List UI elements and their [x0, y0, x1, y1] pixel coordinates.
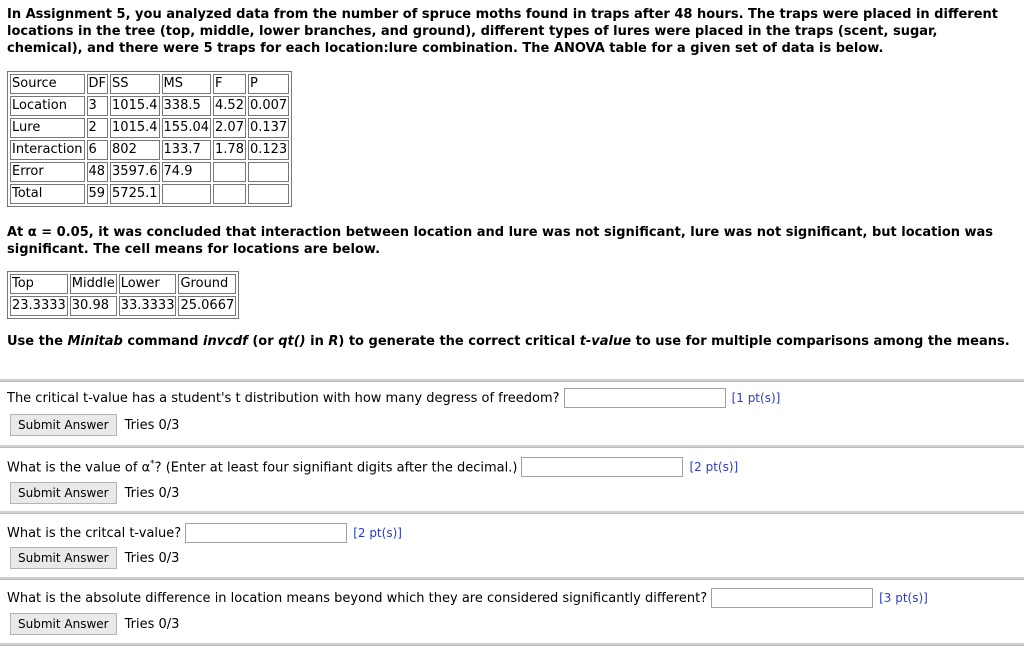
table-header-cell: MS [162, 74, 212, 94]
table-row [10, 96, 289, 116]
table-row [10, 140, 289, 160]
tries-counter: Tries 0/3 [124, 550, 180, 566]
table-cell: Lure [10, 118, 85, 138]
table-cell: Location [10, 96, 85, 116]
table-cell: 59 [87, 184, 109, 204]
question-divider [0, 643, 1024, 646]
table-header-row [10, 74, 289, 94]
table-cell: 4.52 [213, 96, 246, 116]
table-header-cell: F [213, 74, 246, 94]
table-cell: 1015.4 [110, 96, 160, 116]
table-cell: 802 [110, 140, 160, 160]
table-cell [213, 162, 246, 182]
table-cell: 0.007 [248, 96, 289, 116]
table-cell: 23.3333 [10, 296, 68, 316]
tvalue-term: t-value [579, 334, 632, 349]
answer-input[interactable] [711, 588, 873, 608]
table-cell: 6 [87, 140, 109, 160]
tries-counter: Tries 0/3 [124, 616, 180, 632]
table-cell: 2.07 [213, 118, 246, 138]
table-cell: 1.78 [213, 140, 246, 160]
table-cell: 0.123 [248, 140, 289, 160]
instruction-text: Use the Minitab command invcdf (or qt() in R) to generate the correct critical t-value to use for multiple comparisons among the means. [7, 334, 1010, 349]
table-header-cell: SS [110, 74, 160, 94]
table-header-cell: Source [10, 74, 85, 94]
submit-answer-button[interactable]: Submit Answer [10, 482, 117, 504]
table-cell: 3 [87, 96, 109, 116]
question-prompt: What is the value of α*? (Enter at least four signifiant digits after the decimal.) [7, 458, 518, 476]
qt-term: qt() [278, 334, 306, 349]
table-row [10, 118, 289, 138]
table-cell: 25.0667 [178, 296, 236, 316]
table-cell: 74.9 [162, 162, 212, 182]
question-divider [0, 511, 1024, 514]
table-cell: 33.3333 [119, 296, 177, 316]
table-cell [213, 184, 246, 204]
submit-answer-button[interactable]: Submit Answer [10, 414, 117, 436]
table-header-cell: P [248, 74, 289, 94]
table-row [10, 162, 289, 182]
answer-input[interactable] [185, 523, 347, 543]
table-header-row [10, 274, 236, 294]
table-cell: 338.5 [162, 96, 212, 116]
invcdf-term: invcdf [202, 334, 248, 349]
table-cell [248, 162, 289, 182]
table-cell: 2 [87, 118, 109, 138]
question-prompt: What is the absolute difference in location means beyond which they are considered significantly different? [7, 590, 708, 606]
table-cell: Interaction [10, 140, 85, 160]
points-label: [2 pt(s)] [689, 460, 739, 474]
table-header-cell: Lower [119, 274, 177, 294]
anova-table [7, 71, 292, 207]
table-cell [162, 184, 212, 204]
table-header-cell: Top [10, 274, 68, 294]
table-cell: 3597.6 [110, 162, 160, 182]
submit-answer-button[interactable]: Submit Answer [10, 547, 117, 569]
tries-counter: Tries 0/3 [124, 417, 180, 433]
tries-counter: Tries 0/3 [124, 485, 180, 501]
minitab-term: Minitab [67, 334, 123, 349]
table-cell [248, 184, 289, 204]
question-divider [0, 379, 1024, 382]
table-header-cell: Middle [70, 274, 117, 294]
question-prompt: The critical t-value has a student's t distribution with how many degress of freedom? [7, 390, 560, 406]
table-header-cell: Ground [178, 274, 236, 294]
submit-answer-button[interactable]: Submit Answer [10, 613, 117, 635]
points-label: [1 pt(s)] [731, 391, 781, 405]
location-means-table [7, 271, 239, 319]
table-header-cell: DF [87, 74, 109, 94]
r-term: R [328, 334, 339, 349]
table-row [10, 296, 236, 316]
problem-intro: In Assignment 5, you analyzed data from the number of spruce moths found in traps after 48 hours. The traps were placed in different locations in the tree (top, middle, lower branches, and ground), different types of lures were placed in the traps (scent, sugar, chemical), and there were 5 traps for each location:lure combination. The ANOVA table for a given set of data is below. [7, 7, 998, 56]
question-divider [0, 445, 1024, 448]
table-cell: Total [10, 184, 85, 204]
question-divider [0, 577, 1024, 580]
table-cell: 30.98 [70, 296, 117, 316]
answer-input[interactable] [521, 457, 683, 477]
table-row [10, 184, 289, 204]
table-cell: Error [10, 162, 85, 182]
answer-input[interactable] [564, 388, 726, 408]
table-cell: 0.137 [248, 118, 289, 138]
table-cell: 133.7 [162, 140, 212, 160]
question-prompt: What is the critcal t-value? [7, 525, 182, 541]
table-cell: 1015.4 [110, 118, 160, 138]
points-label: [2 pt(s)] [353, 526, 402, 540]
significance-text: At α = 0.05, it was concluded that interaction between location and lure was not significant, lure was not significant, but location was significant. The cell means for locations are below. [7, 225, 994, 257]
table-cell: 5725.1 [110, 184, 160, 204]
points-label: [3 pt(s)] [879, 591, 928, 605]
table-cell: 48 [87, 162, 109, 182]
table-cell: 155.04 [162, 118, 212, 138]
